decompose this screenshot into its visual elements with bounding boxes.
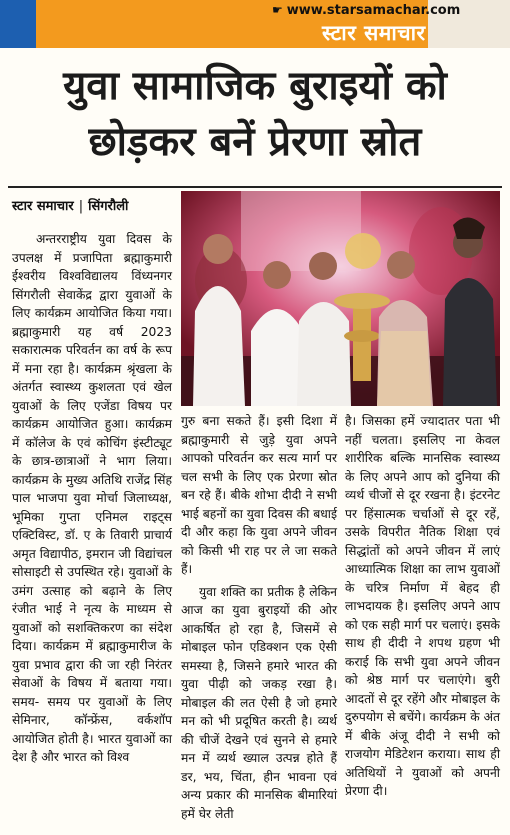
headline-divider (8, 186, 502, 188)
masthead-brand: स्टार समाचार (322, 21, 426, 45)
column-3-text: है। जिसका हमें ज्यादातर पता भी नहीं चलता। इसलिए ना केवल शारीरिक बल्कि मानसिक स्वास्थ्य के लिए अपने आप को दुनिया की व्यर्थ चीजों से दूर रखना है। इंटरनेट पर हिंसात्मक चर्चाओं से दूर रहें, उसके विपरीत नैतिक शिक्षा एवं सिद्धांतों को अपने जीवन में लाएं आध्यात्मिक शिक्षा का लाभ युवाओं के चरित्र निर्माण में बेहद ही लाभदायक है। इसलिए अपने आप को एक सही मार्ग पर चलाएं। इसके साथ ही दीदी ने शपथ ग्रहण भी कराई कि सभी युवा अपने जीवन को श्रेष्ठ मार्ग पर चलाएंगे। बुरी आदतों से दूर रहेंगे और मोबाइल के दुरुपयोग से बचेंगे। कार्यक्रम के अंत में बीके अंजू दीदी ने सभी को राजयोग मेडिटेशन कराया। साथ ही अतिथियों ने युवाओं को अपनी प्रेरणा दी। (345, 414, 500, 798)
byline-separator: | (78, 199, 84, 214)
byline-source: स्टार समाचार (12, 199, 74, 214)
byline (12, 196, 128, 214)
article-column-3 (345, 412, 500, 801)
column-2-paragraph-2: युवा शक्ति का प्रतीक है लेकिन आज का युवा बुराइयों की ओर आकर्षित हो रहा है, जिसमें से मोबाइल फोन एडिक्शन एक ऐसी समस्या है, जिसने हमारे भारत की युवा पीढ़ी को जकड़ रखा है। मोबाइल की लत ऐसी है जो हमारे मन को भी प्रदूषित करती है। व्यर्थ की चीजें देखने एवं सुनने से हमारे मन में व्यर्थ ख्याल उत्पन्न होते हैं डर, भय, चिंता, हीन भावना एवं अन्य प्रकार की मानसिक बीमारियां हमें घेर लेती (181, 584, 337, 821)
byline-place: सिंगरौली (88, 199, 129, 214)
masthead-url[interactable] (272, 3, 460, 18)
headline-line-2: छोड़कर बनें प्रेरणा स्रोत (88, 119, 422, 165)
column-1-text: अन्तरराष्ट्रीय युवा दिवस के उपलक्ष में प्रजापिता ब्रह्माकुमारी ईश्वरीय विश्वविद्यालय विंध्यनगर सिंगरौली सेवाकेंद्र द्वारा युवाओं के लिए कार्यक्रम आयोजित किया गया। ब्रह्माकुमारी यह वर्ष 2023 सकारात्मक परिवर्तन का वर्ष के रूप में मना रहा है। कार्यक्रम श्रृंखला के अंतर्गत स्वास्थ्य कुशलता एवं खेल युवाओं के लिए एजेंडा विषय पर कार्यक्रम आयोजित हुआ। कार्यक्रम में कॉलेज के एवं कोचिंग इंस्टीट्यूट के छात्र-छात्राओं ने भाग लिया। कार्यक्रम के मुख्य अतिथि राजेंद्र सिंह पाल भाजपा युवा मोर्चा जिलाध्यक्ष, भूमिका गुप्ता एनिमल राइट्स एक्टिविस्ट, डॉ. ए के तिवारी प्राचार्य अमृत विद्यापीठ, इमरान जी विद्यांचल सोसाइटी से उपस्थित रहे। युवाओं के उमंग उत्साह को बढ़ाने के लिए रंजीत भाई ने नृत्य के माध्यम से युवाओं को सशक्तिकरण का संदेश दिया। कार्यक्रम में ब्रह्माकुमारीज के युवा प्रभाव द्वारा की जा रही निरंतर सेवाओं के विषय में बताया गया। समय- समय पर युवाओं के लिए सेमिनार, कॉन्फ्रेंस, वर्कशॉप आयोजित होती है। भारत युवाओं का देश है और भारत को विश्व (12, 232, 172, 764)
event-photo-image (181, 191, 500, 406)
headline (6, 58, 504, 170)
article-column-2 (181, 412, 337, 823)
masthead-url-text[interactable]: www.starsamachar.com (286, 3, 461, 18)
headline-line-1: युवा सामाजिक बुराइयों को (63, 63, 447, 109)
column-2-paragraph-1: गुरु बना सकते हैं। इसी दिशा में ब्रह्माकुमारी से जुड़े युवा अपने आपको परिवर्तन कर सत्य मार्ग पर चल सभी के लिए एक प्रेरणा स्रोत बन रहे हैं। बीके शोभा दीदी ने सभी भाई बहनों का युवा दिवस की बधाई दी और कहा कि युवा अपने जीवन को किसी भी राह पर ले जा सकते हैं। (181, 414, 337, 576)
article-column-1 (12, 230, 172, 767)
masthead-left-band (0, 0, 36, 48)
event-photo (181, 191, 500, 406)
pointing-hand-icon: ☛ (272, 3, 283, 17)
